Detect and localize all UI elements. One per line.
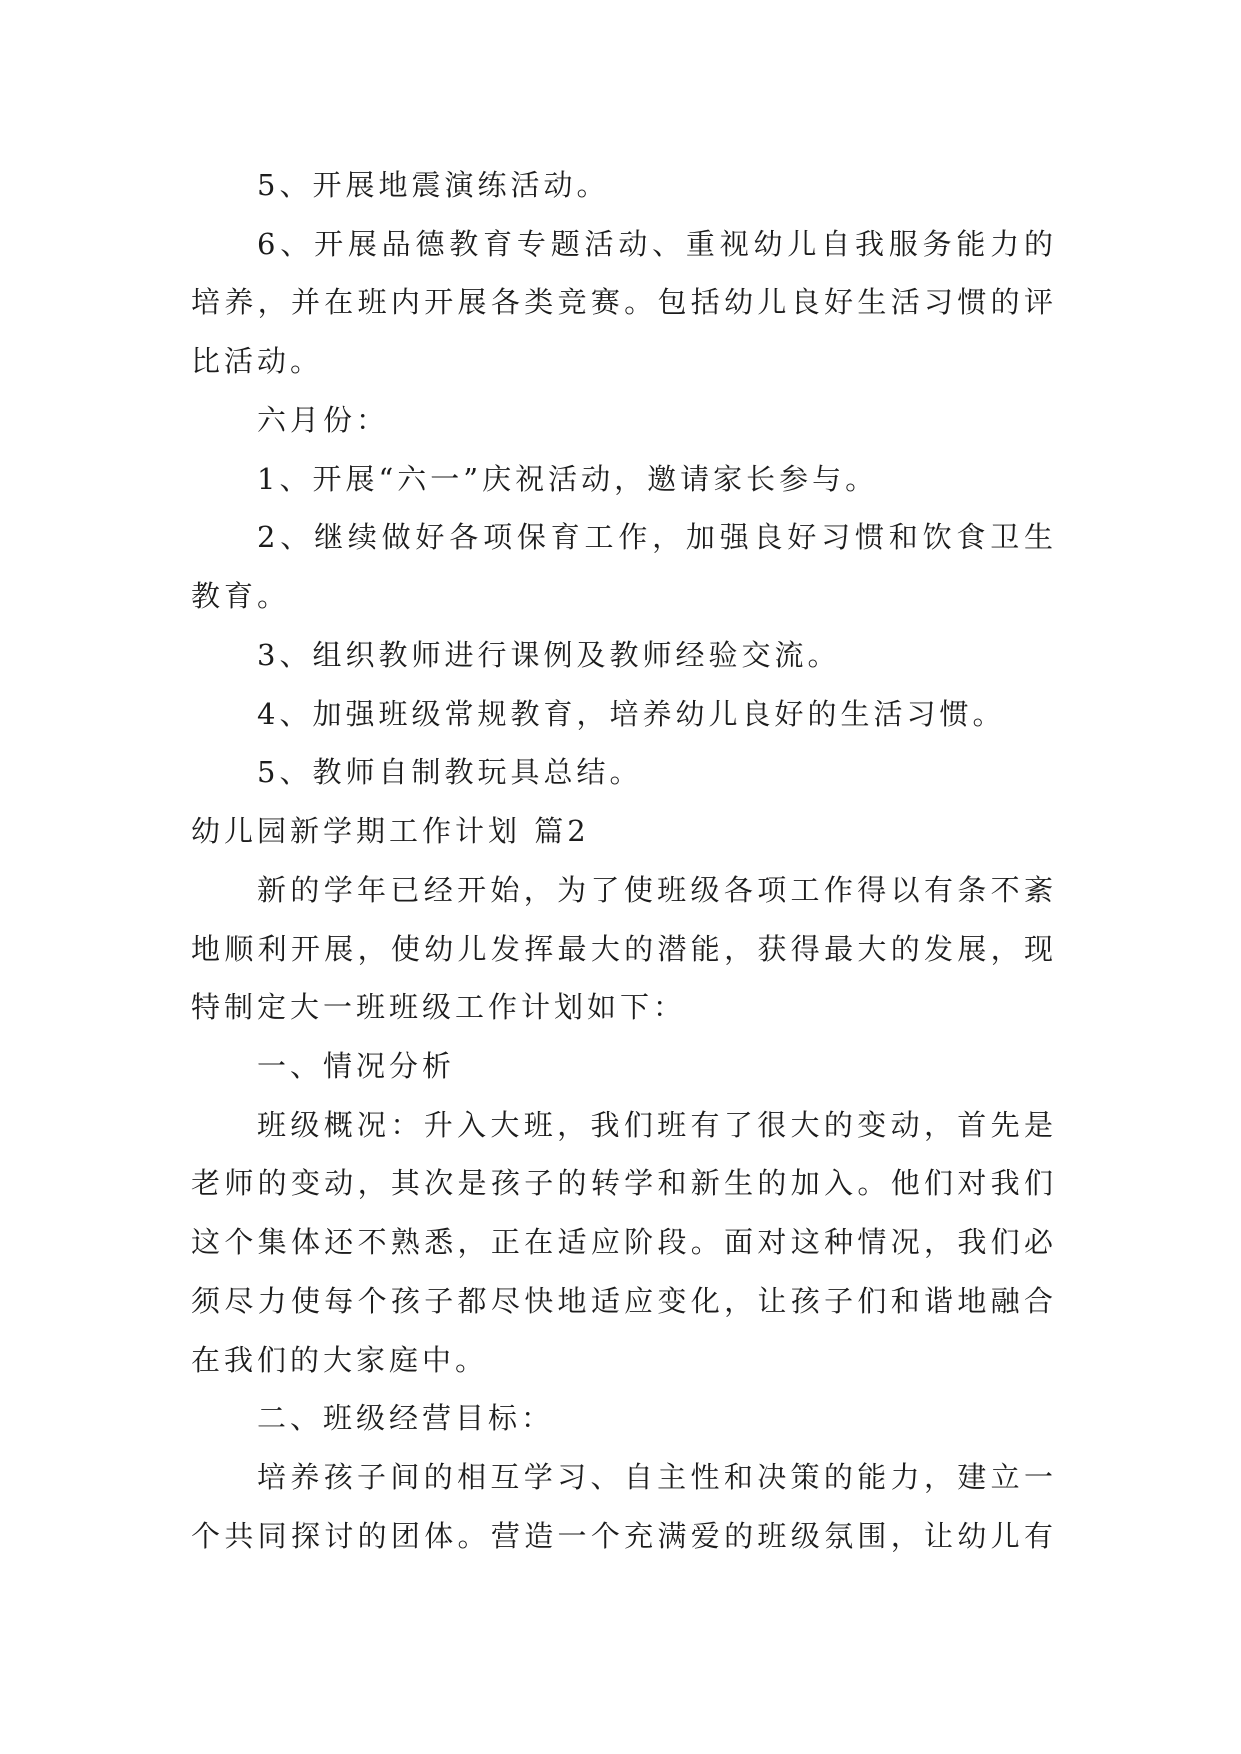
paragraph [191, 626, 1057, 685]
paragraph [191, 1448, 1057, 1565]
text-line: 4、加强班级常规教育，培养幼儿良好的生活习惯。 [257, 696, 1006, 731]
text-line: 新的学年已经开始，为了使班级各项工作得以有条不紊 [257, 872, 1057, 907]
paragraph [191, 156, 1057, 215]
text-line: 一、情况分析 [257, 1049, 456, 1084]
text-line: 教育。 [191, 579, 291, 614]
paragraph [191, 1096, 1057, 1390]
paragraph [191, 391, 1057, 450]
text-line: 5、教师自制教玩具总结。 [257, 755, 643, 790]
text-line: 老师的变动，其次是孩子的转学和新生的加入。他们对我们 [191, 1166, 1057, 1201]
document-page [191, 156, 1057, 1566]
text-line: 这个集体还不熟悉，正在适应阶段。面对这种情况，我们必 [191, 1225, 1057, 1260]
text-line: 二、班级经营目标： [257, 1401, 555, 1436]
paragraph [191, 450, 1057, 509]
text-line: 培养，并在班内开展各类竞赛。包括幼儿良好生活习惯的评 [191, 285, 1057, 320]
paragraph [191, 508, 1057, 625]
paragraph [191, 1389, 1057, 1448]
paragraph [191, 685, 1057, 744]
text-line: 2、继续做好各项保育工作，加强良好习惯和饮食卫生 [257, 520, 1057, 555]
paragraph [191, 743, 1057, 802]
text-line: 5、开展地震演练活动。 [257, 168, 610, 202]
text-line: 1、开展“六一”庆祝活动，邀请家长参与。 [257, 461, 879, 496]
text-line: 地顺利开展，使幼儿发挥最大的潜能，获得最大的发展，现 [191, 931, 1057, 966]
paragraph [191, 1037, 1057, 1096]
text-line: 个共同探讨的团体。营造一个充满爱的班级氛围，让幼儿有 [191, 1518, 1057, 1553]
text-line: 6、开展品德教育专题活动、重视幼儿自我服务能力的 [257, 226, 1057, 261]
text-line: 培养孩子间的相互学习、自主性和决策的能力，建立一 [257, 1460, 1057, 1495]
text-line: 在我们的大家庭中。 [191, 1342, 489, 1377]
section-title: 幼儿园新学期工作计划 篇2 [191, 814, 590, 849]
text-line: 六月份： [257, 402, 390, 437]
paragraph [191, 215, 1057, 391]
text-line: 须尽力使每个孩子都尽快地适应变化，让孩子们和谐地融合 [191, 1283, 1057, 1318]
text-line: 班级概况：升入大班，我们班有了很大的变动，首先是 [257, 1107, 1057, 1142]
paragraph [191, 861, 1057, 1037]
text-line: 特制定大一班班级工作计划如下： [191, 990, 687, 1025]
text-line: 3、组织教师进行课例及教师经验交流。 [257, 637, 841, 672]
text-line: 比活动。 [191, 344, 324, 379]
